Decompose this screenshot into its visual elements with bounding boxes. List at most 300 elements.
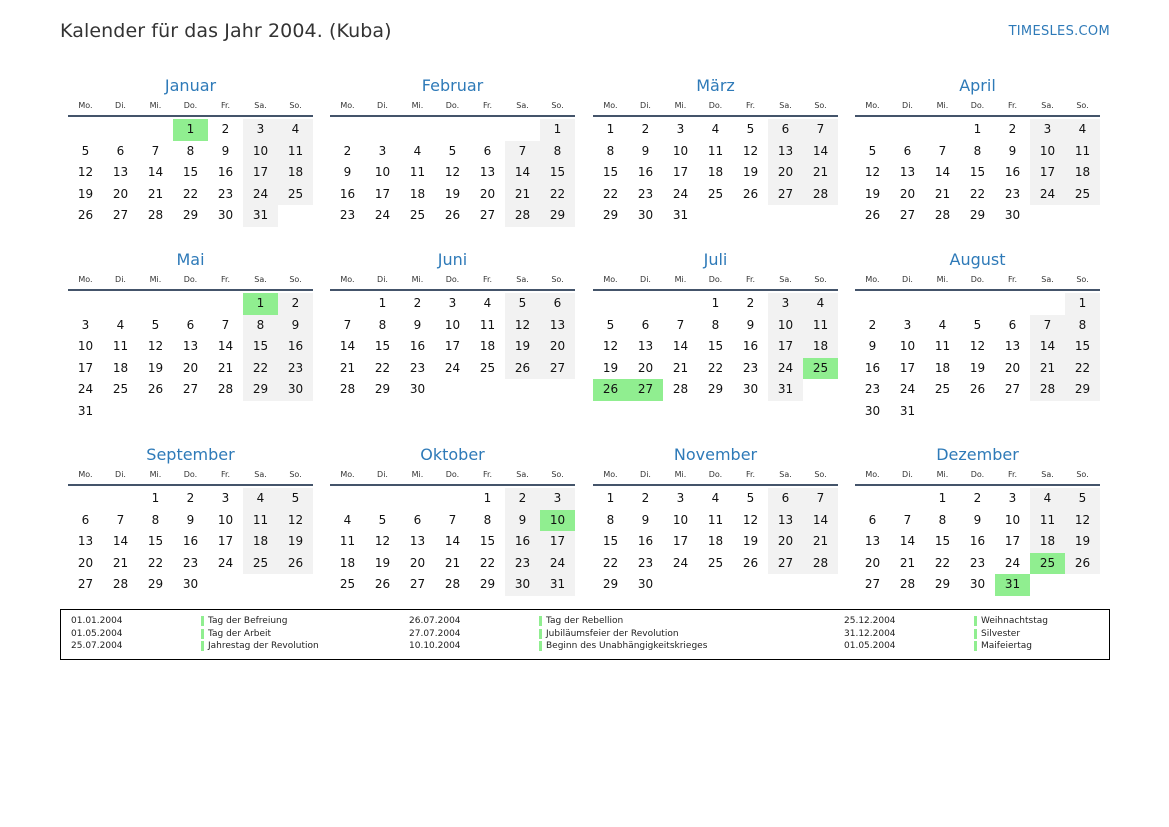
weekday-label: Do. bbox=[708, 275, 723, 284]
month-name: Mai bbox=[176, 250, 205, 269]
day-cell: 7 bbox=[803, 119, 838, 141]
week-row bbox=[68, 574, 313, 596]
empty-cell bbox=[330, 293, 365, 315]
week-row bbox=[593, 205, 838, 227]
day-cell: 5 bbox=[505, 293, 540, 315]
weekday-label: Sa. bbox=[516, 101, 529, 110]
holiday-entry bbox=[409, 640, 707, 653]
week-row bbox=[68, 205, 313, 227]
weekday-label: So. bbox=[1076, 101, 1089, 110]
month-5 bbox=[68, 247, 313, 423]
weekday-label: Mi. bbox=[936, 470, 949, 479]
day-cell: 19 bbox=[742, 165, 759, 180]
day-cell: 16 bbox=[409, 339, 426, 354]
holiday-name: Tag der Befreiung bbox=[201, 616, 287, 626]
week-row bbox=[330, 315, 575, 337]
day-cell: 23 bbox=[217, 186, 234, 201]
day-cell: 22 bbox=[934, 555, 951, 570]
day-cell: 1 bbox=[938, 491, 947, 505]
day-cell: 30 bbox=[217, 208, 234, 223]
day-cell: 18 bbox=[1065, 162, 1100, 184]
day-cell: 19 bbox=[602, 360, 619, 375]
week-row bbox=[330, 184, 575, 206]
empty-cell bbox=[208, 293, 243, 315]
week-row bbox=[330, 205, 575, 227]
weekday-header bbox=[593, 99, 838, 117]
day-cell: 1 bbox=[540, 119, 575, 141]
week-row bbox=[593, 119, 838, 141]
weekday-label: Do. bbox=[970, 470, 985, 479]
day-cell: 8 bbox=[540, 141, 575, 163]
day-cell: 28 bbox=[899, 577, 916, 592]
month-8 bbox=[855, 247, 1100, 423]
day-cell: 27 bbox=[182, 382, 199, 397]
day-cell: 21 bbox=[147, 186, 164, 201]
weekday-label: Do. bbox=[445, 275, 460, 284]
holiday-date: 01.05.2004 bbox=[844, 641, 896, 652]
holiday-column bbox=[71, 615, 319, 653]
empty-cell bbox=[103, 401, 138, 423]
day-cell: 9 bbox=[1008, 143, 1017, 158]
day-cell: 21 bbox=[672, 360, 689, 375]
week-row bbox=[855, 379, 1100, 401]
day-cell: 8 bbox=[1065, 315, 1100, 337]
day-cell: 4 bbox=[413, 143, 422, 158]
month-7 bbox=[593, 247, 838, 401]
weekday-label: Sa. bbox=[516, 275, 529, 284]
day-cell: 26 bbox=[505, 358, 540, 380]
day-cell: 17 bbox=[374, 186, 391, 201]
day-cell: 5 bbox=[81, 143, 90, 158]
empty-cell bbox=[1065, 574, 1100, 596]
weekday-label: Sa. bbox=[516, 470, 529, 479]
weekday-label: Fr. bbox=[1007, 101, 1018, 110]
day-cell: 13 bbox=[899, 165, 916, 180]
day-cell: 22 bbox=[243, 358, 278, 380]
day-cell: 21 bbox=[803, 531, 838, 553]
empty-cell bbox=[855, 293, 890, 315]
week-row bbox=[593, 379, 838, 401]
day-cell: 25 bbox=[1065, 184, 1100, 206]
day-cell: 7 bbox=[448, 512, 457, 527]
day-cell: 25 bbox=[243, 553, 278, 575]
day-cell: 20 bbox=[409, 555, 426, 570]
day-cell: 14 bbox=[803, 510, 838, 532]
day-cell: 28 bbox=[672, 382, 689, 397]
day-cell: 11 bbox=[707, 512, 724, 527]
day-cell: 5 bbox=[448, 143, 457, 158]
day-cell: 6 bbox=[641, 317, 650, 332]
week-row bbox=[593, 184, 838, 206]
weekday-label: Mo. bbox=[78, 275, 93, 284]
week-row bbox=[593, 510, 838, 532]
empty-cell bbox=[138, 119, 173, 141]
day-cell: 26 bbox=[1065, 553, 1100, 575]
day-cell: 30 bbox=[969, 577, 986, 592]
day-cell: 25 bbox=[479, 360, 496, 375]
day-cell: 15 bbox=[602, 165, 619, 180]
day-cell: 13 bbox=[479, 165, 496, 180]
day-cell: 24 bbox=[374, 208, 391, 223]
weekday-label: So. bbox=[551, 101, 564, 110]
day-cell: 9 bbox=[973, 512, 982, 527]
day-cell: 20 bbox=[540, 336, 575, 358]
empty-cell bbox=[173, 401, 208, 423]
day-cell: 16 bbox=[637, 534, 654, 549]
day-cell: 20 bbox=[768, 531, 803, 553]
empty-cell bbox=[435, 119, 470, 141]
day-cell: 7 bbox=[903, 512, 912, 527]
week-row bbox=[855, 141, 1100, 163]
day-cell: 2 bbox=[868, 317, 877, 332]
weekday-label: Di. bbox=[640, 470, 651, 479]
day-cell: 6 bbox=[1008, 317, 1017, 332]
empty-cell bbox=[103, 488, 138, 510]
day-cell: 2 bbox=[641, 491, 650, 505]
week-row bbox=[330, 510, 575, 532]
day-cell: 21 bbox=[112, 555, 129, 570]
day-cell: 27 bbox=[409, 577, 426, 592]
day-cell: 31 bbox=[540, 574, 575, 596]
holiday-name: Maifeiertag bbox=[974, 641, 1032, 651]
month-name: November bbox=[673, 445, 758, 464]
weekday-label: Sa. bbox=[779, 470, 792, 479]
day-cell: 22 bbox=[707, 360, 724, 375]
day-cell: 4 bbox=[711, 491, 720, 505]
weekday-label: Fr. bbox=[482, 275, 493, 284]
day-cell: 29 bbox=[707, 382, 724, 397]
weekday-header bbox=[330, 468, 575, 486]
day-cell: 16 bbox=[339, 186, 356, 201]
day-cell: 16 bbox=[637, 165, 654, 180]
day-cell: 15 bbox=[374, 339, 391, 354]
holiday-name: Tag der Rebellion bbox=[539, 616, 623, 626]
holiday-column bbox=[844, 615, 1048, 653]
day-cell: 6 bbox=[186, 317, 195, 332]
day-cell: 14 bbox=[803, 141, 838, 163]
weekday-label: Do. bbox=[970, 101, 985, 110]
day-cell: 3 bbox=[768, 293, 803, 315]
empty-cell bbox=[890, 488, 925, 510]
week-row bbox=[68, 379, 313, 401]
day-cell: 21 bbox=[339, 360, 356, 375]
month-4 bbox=[855, 73, 1100, 227]
day-cell: 5 bbox=[606, 317, 615, 332]
week-row bbox=[855, 553, 1100, 575]
weekday-label: Fr. bbox=[745, 101, 756, 110]
day-cell: 22 bbox=[540, 184, 575, 206]
week-row bbox=[855, 358, 1100, 380]
day-cell: 9 bbox=[641, 143, 650, 158]
day-cell: 18 bbox=[707, 534, 724, 549]
empty-cell bbox=[400, 488, 435, 510]
holiday-entry bbox=[844, 615, 1048, 628]
day-cell: 27 bbox=[112, 208, 129, 223]
day-cell: 29 bbox=[243, 379, 278, 401]
empty-cell bbox=[663, 293, 698, 315]
weekday-label: Di. bbox=[377, 470, 388, 479]
day-cell: 14 bbox=[899, 534, 916, 549]
weekday-label: Sa. bbox=[1041, 470, 1054, 479]
weekday-label: Mo. bbox=[865, 470, 880, 479]
day-cell: 13 bbox=[768, 510, 803, 532]
month-name: April bbox=[959, 76, 996, 95]
day-cell: 1 bbox=[973, 122, 982, 136]
day-cell: 23 bbox=[409, 360, 426, 375]
weekday-label: Mo. bbox=[603, 275, 618, 284]
day-cell: 29 bbox=[182, 208, 199, 223]
day-cell: 23 bbox=[969, 555, 986, 570]
week-row bbox=[68, 162, 313, 184]
day-cell: 18 bbox=[1030, 531, 1065, 553]
day-cell: 16 bbox=[505, 531, 540, 553]
empty-cell bbox=[278, 574, 313, 596]
empty-cell bbox=[1065, 205, 1100, 227]
day-cell: 9 bbox=[343, 165, 352, 180]
weekday-label: Di. bbox=[902, 275, 913, 284]
weekday-label: So. bbox=[814, 101, 827, 110]
day-cell: 26 bbox=[444, 208, 461, 223]
holiday-entry bbox=[844, 640, 1048, 653]
day-cell: 16 bbox=[1004, 165, 1021, 180]
day-cell: 8 bbox=[606, 143, 615, 158]
day-cell: 19 bbox=[147, 360, 164, 375]
weekday-label: Mi. bbox=[149, 275, 162, 284]
day-cell: 19 bbox=[77, 186, 94, 201]
day-cell: 15 bbox=[934, 534, 951, 549]
day-cell: 11 bbox=[339, 534, 356, 549]
day-cell: 20 bbox=[1004, 360, 1021, 375]
day-cell: 22 bbox=[182, 186, 199, 201]
day-cell: 1 bbox=[711, 296, 720, 310]
day-cell: 7 bbox=[505, 141, 540, 163]
day-cell: 4 bbox=[116, 317, 125, 332]
day-cell: 30 bbox=[864, 403, 881, 418]
week-row bbox=[593, 531, 838, 553]
day-cell: 19 bbox=[742, 534, 759, 549]
day-cell: 25 bbox=[339, 577, 356, 592]
day-cell: 15 bbox=[147, 534, 164, 549]
day-cell: 11 bbox=[278, 141, 313, 163]
empty-cell bbox=[1065, 401, 1100, 423]
day-cell: 5 bbox=[746, 122, 755, 136]
day-cell: 20 bbox=[77, 555, 94, 570]
weekday-label: Sa. bbox=[254, 470, 267, 479]
weekday-header bbox=[330, 273, 575, 291]
day-cell: 7 bbox=[151, 143, 160, 158]
weekday-label: Mo. bbox=[340, 470, 355, 479]
holiday-date: 27.07.2004 bbox=[409, 628, 461, 639]
weekday-label: Sa. bbox=[254, 101, 267, 110]
day-cell: 3 bbox=[676, 491, 685, 505]
weekday-label: Fr. bbox=[482, 101, 493, 110]
day-cell: 14 bbox=[934, 165, 951, 180]
day-cell: 11 bbox=[112, 339, 129, 354]
week-row bbox=[68, 119, 313, 141]
weekday-label: Mo. bbox=[603, 470, 618, 479]
day-cell: 23 bbox=[742, 360, 759, 375]
weekday-label: Do. bbox=[708, 470, 723, 479]
day-cell: 24 bbox=[1030, 184, 1065, 206]
weekday-label: Mo. bbox=[340, 275, 355, 284]
day-cell: 7 bbox=[938, 143, 947, 158]
month-name: Juni bbox=[437, 250, 468, 269]
day-cell: 9 bbox=[278, 315, 313, 337]
month-name: Januar bbox=[164, 76, 217, 95]
day-cell: 17 bbox=[899, 360, 916, 375]
weekday-label: Mi. bbox=[674, 101, 687, 110]
day-cell: 9 bbox=[746, 317, 755, 332]
day-cell: 25 bbox=[707, 555, 724, 570]
day-cell: 13 bbox=[182, 339, 199, 354]
day-cell: 7 bbox=[116, 512, 125, 527]
empty-cell bbox=[435, 379, 470, 401]
day-cell: 2 bbox=[186, 491, 195, 505]
holiday-entry bbox=[71, 640, 319, 653]
holiday-day-cell: 25 bbox=[1030, 553, 1065, 575]
day-cell: 6 bbox=[868, 512, 877, 527]
weekday-label: Mi. bbox=[149, 470, 162, 479]
holiday-date: 10.10.2004 bbox=[409, 641, 461, 652]
week-row bbox=[855, 162, 1100, 184]
week-row bbox=[68, 531, 313, 553]
day-cell: 24 bbox=[899, 382, 916, 397]
day-cell: 19 bbox=[374, 555, 391, 570]
weekday-label: Mo. bbox=[78, 470, 93, 479]
day-cell: 13 bbox=[864, 534, 881, 549]
day-cell: 20 bbox=[899, 186, 916, 201]
empty-cell bbox=[365, 488, 400, 510]
week-row bbox=[330, 293, 575, 315]
day-cell: 17 bbox=[672, 534, 689, 549]
empty-cell bbox=[803, 379, 838, 401]
day-cell: 3 bbox=[81, 317, 90, 332]
weekday-label: Di. bbox=[377, 101, 388, 110]
day-cell: 29 bbox=[1065, 379, 1100, 401]
day-cell: 2 bbox=[221, 122, 230, 136]
day-cell: 30 bbox=[409, 382, 426, 397]
day-cell: 21 bbox=[444, 555, 461, 570]
day-cell: 28 bbox=[803, 184, 838, 206]
day-cell: 23 bbox=[278, 358, 313, 380]
day-cell: 20 bbox=[182, 360, 199, 375]
holiday-day-cell: 26 bbox=[593, 379, 628, 401]
weekday-label: So. bbox=[1076, 470, 1089, 479]
week-row bbox=[855, 336, 1100, 358]
day-cell: 12 bbox=[742, 143, 759, 158]
week-row bbox=[330, 358, 575, 380]
day-cell: 14 bbox=[339, 339, 356, 354]
day-cell: 14 bbox=[112, 534, 129, 549]
weekday-header bbox=[855, 468, 1100, 486]
day-cell: 11 bbox=[1030, 510, 1065, 532]
day-cell: 19 bbox=[864, 186, 881, 201]
weekday-label: Mi. bbox=[936, 101, 949, 110]
day-cell: 6 bbox=[768, 119, 803, 141]
day-cell: 3 bbox=[221, 491, 230, 505]
day-cell: 20 bbox=[768, 162, 803, 184]
day-cell: 19 bbox=[505, 336, 540, 358]
holiday-entry bbox=[409, 628, 707, 641]
brand-link[interactable]: TIMESLES.COM bbox=[1008, 24, 1110, 39]
empty-cell bbox=[803, 205, 838, 227]
day-cell: 17 bbox=[77, 360, 94, 375]
weekday-header bbox=[593, 468, 838, 486]
day-cell: 18 bbox=[479, 339, 496, 354]
week-row bbox=[68, 553, 313, 575]
holiday-entry bbox=[71, 628, 319, 641]
empty-cell bbox=[470, 119, 505, 141]
day-cell: 7 bbox=[803, 488, 838, 510]
day-cell: 7 bbox=[221, 317, 230, 332]
empty-cell bbox=[540, 379, 575, 401]
day-cell: 27 bbox=[540, 358, 575, 380]
holiday-name: Beginn des Unabhängigkeitskrieges bbox=[539, 641, 707, 651]
weekday-label: Fr. bbox=[220, 470, 231, 479]
week-row bbox=[593, 488, 838, 510]
day-cell: 28 bbox=[1030, 379, 1065, 401]
day-cell: 14 bbox=[672, 339, 689, 354]
empty-cell bbox=[995, 293, 1030, 315]
week-row bbox=[330, 379, 575, 401]
day-cell: 10 bbox=[374, 165, 391, 180]
day-cell: 17 bbox=[444, 339, 461, 354]
week-row bbox=[68, 315, 313, 337]
day-cell: 27 bbox=[768, 553, 803, 575]
day-cell: 7 bbox=[1030, 315, 1065, 337]
day-cell: 2 bbox=[278, 293, 313, 315]
day-cell: 17 bbox=[672, 165, 689, 180]
weekday-label: Mi. bbox=[411, 470, 424, 479]
day-cell: 9 bbox=[868, 339, 877, 354]
holiday-entry bbox=[409, 615, 707, 628]
day-cell: 20 bbox=[479, 186, 496, 201]
day-cell: 4 bbox=[1065, 119, 1100, 141]
holiday-day-cell: 10 bbox=[540, 510, 575, 532]
weekday-label: So. bbox=[551, 470, 564, 479]
week-row bbox=[855, 401, 1100, 423]
day-cell: 10 bbox=[77, 339, 94, 354]
week-row bbox=[68, 184, 313, 206]
holiday-column bbox=[409, 615, 707, 653]
week-row bbox=[593, 141, 838, 163]
day-cell: 1 bbox=[606, 491, 615, 505]
week-row bbox=[855, 531, 1100, 553]
day-cell: 24 bbox=[672, 186, 689, 201]
weekday-label: Fr. bbox=[1007, 275, 1018, 284]
day-cell: 23 bbox=[505, 553, 540, 575]
week-row bbox=[330, 141, 575, 163]
empty-cell bbox=[330, 488, 365, 510]
day-cell: 23 bbox=[182, 555, 199, 570]
day-cell: 11 bbox=[934, 339, 951, 354]
day-cell: 22 bbox=[602, 555, 619, 570]
empty-cell bbox=[768, 574, 803, 596]
day-cell: 29 bbox=[602, 577, 619, 592]
weekday-label: Mi. bbox=[674, 470, 687, 479]
day-cell: 13 bbox=[77, 534, 94, 549]
day-cell: 17 bbox=[1004, 534, 1021, 549]
empty-cell bbox=[68, 119, 103, 141]
day-cell: 21 bbox=[803, 162, 838, 184]
day-cell: 10 bbox=[217, 512, 234, 527]
day-cell: 9 bbox=[221, 143, 230, 158]
weekday-label: Sa. bbox=[1041, 101, 1054, 110]
empty-cell bbox=[330, 119, 365, 141]
day-cell: 28 bbox=[217, 382, 234, 397]
day-cell: 10 bbox=[768, 315, 803, 337]
day-cell: 6 bbox=[116, 143, 125, 158]
